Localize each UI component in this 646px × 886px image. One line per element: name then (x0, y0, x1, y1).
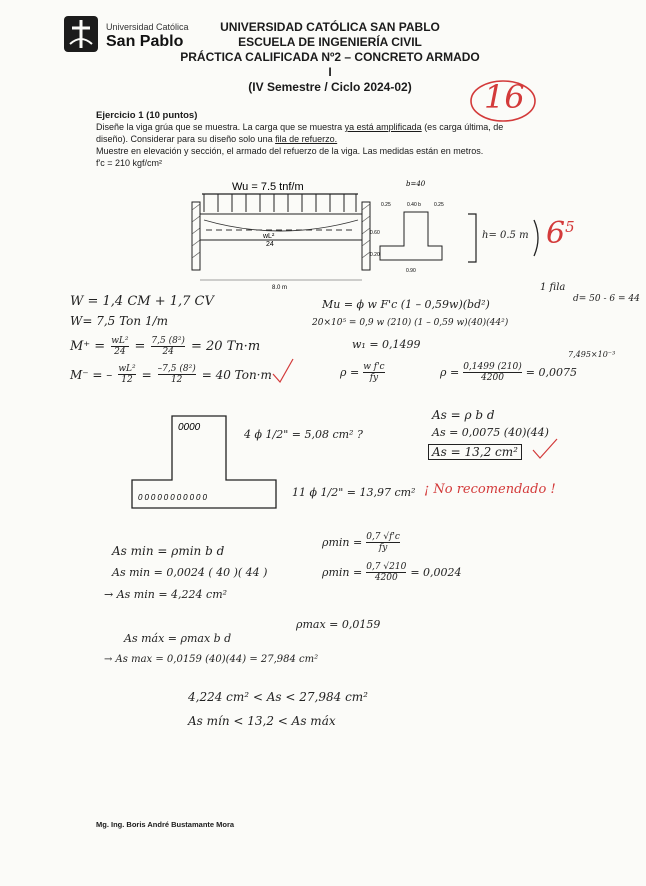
rho-def (340, 362, 385, 383)
grade-part-score: 6 (546, 216, 566, 251)
mminus-frac1 (118, 364, 135, 385)
grade-main: 16 (484, 78, 525, 116)
pmin-calc (322, 562, 462, 583)
beam-elevation-figure (180, 176, 480, 296)
dim-090: 0.90 (406, 268, 416, 274)
as-eq-3: As = 13,2 cm² (428, 444, 522, 460)
exercise-line-1 (96, 121, 566, 133)
mplus-frac1-bot: 24 (114, 347, 126, 357)
span-label: 8.0 m (272, 285, 288, 291)
line2-part-a: diseño). Considerar para su diseño solo una (96, 134, 276, 144)
paren-icon (532, 218, 542, 258)
one-row-note: 1 fila (540, 282, 566, 293)
inequality-1: 4,224 cm² < As < 27,984 cm² (188, 690, 368, 704)
line1-underlined: ya está amplificada (344, 122, 422, 132)
dim-020: 0.20 (370, 252, 380, 258)
w-eq-1: W = 1,4 CM + 1,7 CV (70, 294, 214, 309)
mminus-lhs: M⁻ = – (70, 367, 113, 382)
w-eq-2: W= 7,5 Ton 1/m (70, 314, 168, 328)
line1-part-a: Diseñe la viga grúa que se muestra. La carga que se muestra (96, 122, 345, 132)
asmin-eq-2: As min = 0,0024 ( 40 )( 44 ) (112, 566, 268, 579)
exercise-line-2 (96, 133, 566, 145)
moment-top-label: wL² (263, 233, 275, 240)
h-label: h= 0.5 m (482, 230, 529, 241)
asmin-eq-1: As min = ρmin b d (112, 544, 225, 558)
dim-040: 0.40 b (407, 202, 421, 208)
mplus-row (70, 336, 260, 357)
header-block (180, 20, 480, 95)
pmin-def (322, 532, 400, 553)
school-name: ESCUELA DE INGENIERÍA CIVIL (238, 35, 422, 49)
university-name: UNIVERSIDAD CATÓLICA SAN PABLO (220, 20, 440, 34)
section-b-label: b=40 (406, 180, 426, 188)
pmin-calc-frac (366, 562, 406, 583)
pmin-def-lhs: ρmin = (322, 536, 363, 549)
mplus-lhs: M⁺ = (70, 339, 106, 354)
exercise-line-4: f'c = 210 kgf/cm² (96, 158, 162, 168)
logo-big-text: San Pablo (106, 33, 184, 50)
height-bracket (466, 212, 480, 264)
logo-small-text: Universidad Católica (106, 22, 189, 32)
bars-top-note: 4 ϕ 1/2" = 5,08 cm² ? (244, 428, 363, 441)
red-check-icon (270, 356, 296, 386)
pmin-calc-bot: 4200 (374, 573, 398, 583)
semester-label: (IV Semestre / Ciclo 2024-02) (248, 80, 412, 94)
grade-part (546, 216, 575, 251)
mplus-result: = 20 Tn·m (190, 339, 261, 354)
bottom-bars-label: 00000000000 (138, 493, 209, 502)
dim-025b: 0.25 (434, 202, 444, 208)
dim-060: 0.60 (370, 230, 380, 236)
equals-sign: = (134, 339, 146, 354)
asmin-eq-3: → As min = 4,224 cm² (104, 588, 228, 601)
pmin-def-frac (366, 532, 400, 553)
mplus-frac1 (111, 336, 128, 357)
mminus-frac2-top: –7,5 (8²) (157, 364, 196, 374)
rho-calc-top: 0,1499 (210) (463, 362, 522, 372)
rho-calc-lhs: ρ = (440, 366, 460, 379)
mminus-frac1-top: wL² (118, 364, 136, 374)
exercise-statement (96, 110, 566, 169)
equals-sign: = (141, 367, 152, 382)
rho-def-top: w f'c (363, 362, 385, 372)
dim-025a: 0.25 (381, 202, 391, 208)
signature: Mg. Ing. Boris André Bustamante Mora (96, 820, 235, 829)
pmin-def-top: 0,7 √f'c (366, 532, 400, 542)
rho-calc (440, 362, 577, 383)
logo-emblem-icon (62, 14, 100, 54)
moment-bottom-label: 24 (266, 241, 274, 248)
rho-def-frac (363, 362, 384, 383)
top-bars-label: 0000 (178, 422, 201, 433)
line2-underlined: fila de refuerzo. (275, 134, 338, 144)
bars-bottom-note: 11 ϕ 1/2" = 13,97 cm² (292, 486, 416, 499)
d-note: d= 50 - 6 = 44 (573, 294, 640, 304)
asmax-eq-1: As máx = ρmax b d (124, 632, 232, 645)
exercise-line-3: Muestre en elevación y sección, el armado del refuerzo de la viga. Las medidas están en metros. (96, 146, 484, 156)
load-arrows (204, 194, 356, 212)
line1-part-c: (es carga última, de (421, 122, 504, 132)
mminus-frac2-bot: 12 (170, 375, 183, 385)
grade-part-max: 5 (565, 218, 575, 236)
load-label: Wu = 7.5 tnf/m (232, 181, 304, 193)
as-eq-2: As = 0,0075 (40)(44) (432, 426, 549, 439)
not-recommended-note: ¡ No recomendado ! (424, 482, 556, 497)
rho-def-bot: fy (369, 373, 379, 383)
red-check-icon-2 (530, 436, 560, 462)
mminus-row (70, 364, 272, 385)
rho-def-lhs: ρ = (340, 366, 360, 379)
exercise-title: Ejercicio 1 (10 puntos) (96, 110, 198, 121)
mminus-frac2 (158, 364, 196, 385)
pmax-eq: ρmax = 0,0159 (296, 618, 381, 631)
pmin-calc-top: 0,7 √210 (366, 562, 407, 572)
mminus-result: = 40 Ton·m (201, 367, 272, 382)
as-eq-1: As = ρ b d (432, 408, 495, 422)
mu-substitution: 20×10⁵ = 0,9 w (210) (1 – 0,59 w)(40)(44²) (312, 318, 509, 328)
pmin-calc-result: = 0,0024 (410, 566, 462, 579)
pmin-def-bot: fy (378, 543, 388, 553)
inequality-2: As mín < 13,2 < As máx (188, 714, 336, 728)
practice-title: PRÁCTICA CALIFICADA Nº2 – CONCRETO ARMADO I (180, 50, 480, 79)
mplus-frac1-top: wL² (111, 336, 129, 346)
asmax-eq-2: → As max = 0,0159 (40)(44) = 27,984 cm² (104, 654, 319, 665)
rho-calc-bot: 4200 (481, 373, 504, 383)
mminus-frac1-bot: 12 (121, 375, 133, 385)
rho-calc-result: = 0,0075 (525, 366, 577, 379)
pmin-calc-lhs: ρmin = (322, 566, 363, 579)
mplus-frac2-top: 7,5 (8²) (151, 336, 185, 346)
mplus-frac2 (151, 336, 185, 357)
w-result: w₁ = 0,1499 (352, 338, 421, 351)
mplus-frac2-bot: 24 (162, 347, 174, 357)
rho-alt: 7,495×10⁻³ (568, 350, 616, 359)
mu-formula: Mu = ϕ w F'c (1 – 0,59w)(bd²) (322, 298, 490, 311)
rho-calc-frac (463, 362, 522, 383)
